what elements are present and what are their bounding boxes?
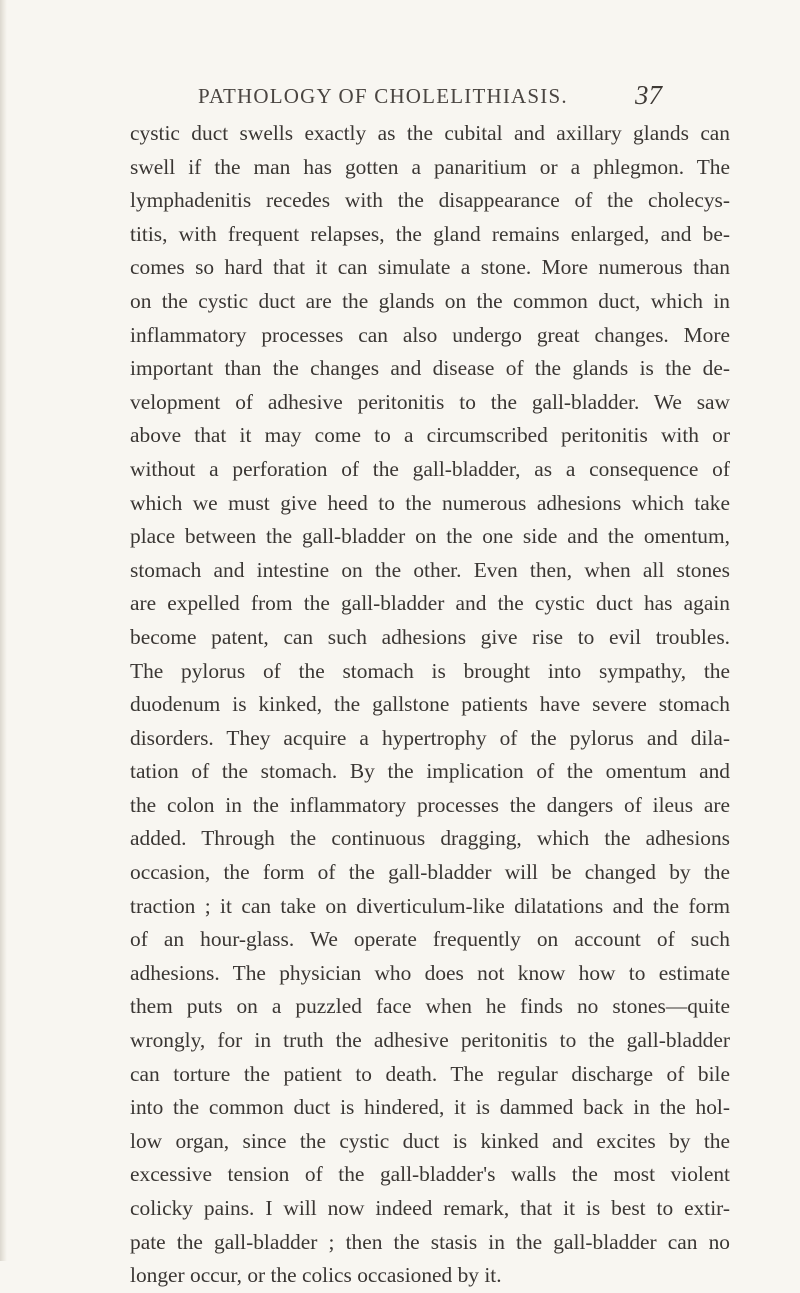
running-head: PATHOLOGY OF CHOLELITHIASIS. — [198, 84, 568, 108]
text-line: occasion, the form of the gall-bladder will be changed by the — [130, 860, 730, 885]
text-line: place between the gall-bladder on the one side and the omentum, — [130, 524, 730, 549]
text-line: tation of the stomach. By the implication of the omentum and — [130, 759, 730, 784]
text-line: without a perforation of the gall-bladder, as a consequence of — [130, 456, 730, 481]
text-line: which we must give heed to the numerous adhesions which take — [130, 490, 730, 515]
text-line: inflammatory processes can also undergo great changes. More — [130, 322, 730, 347]
text-line: on the cystic duct are the glands on the common duct, which in — [130, 288, 730, 313]
text-line: titis, with frequent relapses, the gland remains enlarged, and be- — [130, 221, 730, 246]
text-line: adhesions. The physician who does not know how to estimate — [130, 960, 730, 985]
text-line: become patent, can such adhesions give rise to evil troubles. — [130, 624, 730, 649]
text-line: pate the gall-bladder ; then the stasis in the gall-bladder can no — [130, 1229, 730, 1254]
text-line: important than the changes and disease of the glands is the de- — [130, 356, 730, 381]
text-line: lymphadenitis recedes with the disappearance of the cholecys- — [130, 188, 730, 213]
text-line: above that it may come to a circumscribed peritonitis with or — [130, 423, 730, 448]
text-line: can torture the patient to death. The regular discharge of bile — [130, 1061, 730, 1086]
text-line: are expelled from the gall-bladder and the cystic duct has again — [130, 591, 730, 616]
page-number: 37 — [635, 80, 662, 110]
text-line: traction ; it can take on diverticulum-like dilatations and the form — [130, 893, 730, 918]
page-header — [0, 80, 800, 120]
text-line: into the common duct is hindered, it is dammed back in the hol- — [130, 1095, 730, 1120]
text-line: comes so hard that it can simulate a stone. More numerous than — [130, 255, 730, 280]
page-edge — [0, 0, 7, 1261]
text-line: low organ, since the cystic duct is kinked and excites by the — [130, 1128, 730, 1153]
text-line: velopment of adhesive peritonitis to the gall-bladder. We saw — [130, 389, 730, 414]
text-line: the colon in the inflammatory processes the dangers of ileus are — [130, 792, 730, 817]
text-line: of an hour-glass. We operate frequently on account of such — [130, 927, 730, 952]
text-line: disorders. They acquire a hypertrophy of the pylorus and dila- — [130, 725, 730, 750]
text-line: The pylorus of the stomach is brought into sympathy, the — [130, 658, 730, 683]
text-line: stomach and intestine on the other. Even then, when all stones — [130, 557, 730, 582]
text-line: cystic duct swells exactly as the cubital and axillary glands can — [130, 121, 730, 145]
body-paragraph — [130, 117, 730, 1293]
text-line: them puts on a puzzled face when he finds no stones—quite — [130, 994, 730, 1019]
text-line: wrongly, for in truth the adhesive peritonitis to the gall-bladder — [130, 1028, 730, 1053]
text-line: duodenum is kinked, the gallstone patients have severe stomach — [130, 692, 730, 717]
text-line: colicky pains. I will now indeed remark, that it is best to extir- — [130, 1196, 730, 1220]
text-line: added. Through the continuous dragging, which the adhesions — [130, 826, 730, 851]
text-line: excessive tension of the gall-bladder's walls the most violent — [130, 1162, 730, 1187]
text-line-last: longer occur, or the colics occasioned by it. — [130, 1263, 502, 1288]
text-line: swell if the man has gotten a panaritium or a phlegmon. The — [130, 154, 730, 179]
